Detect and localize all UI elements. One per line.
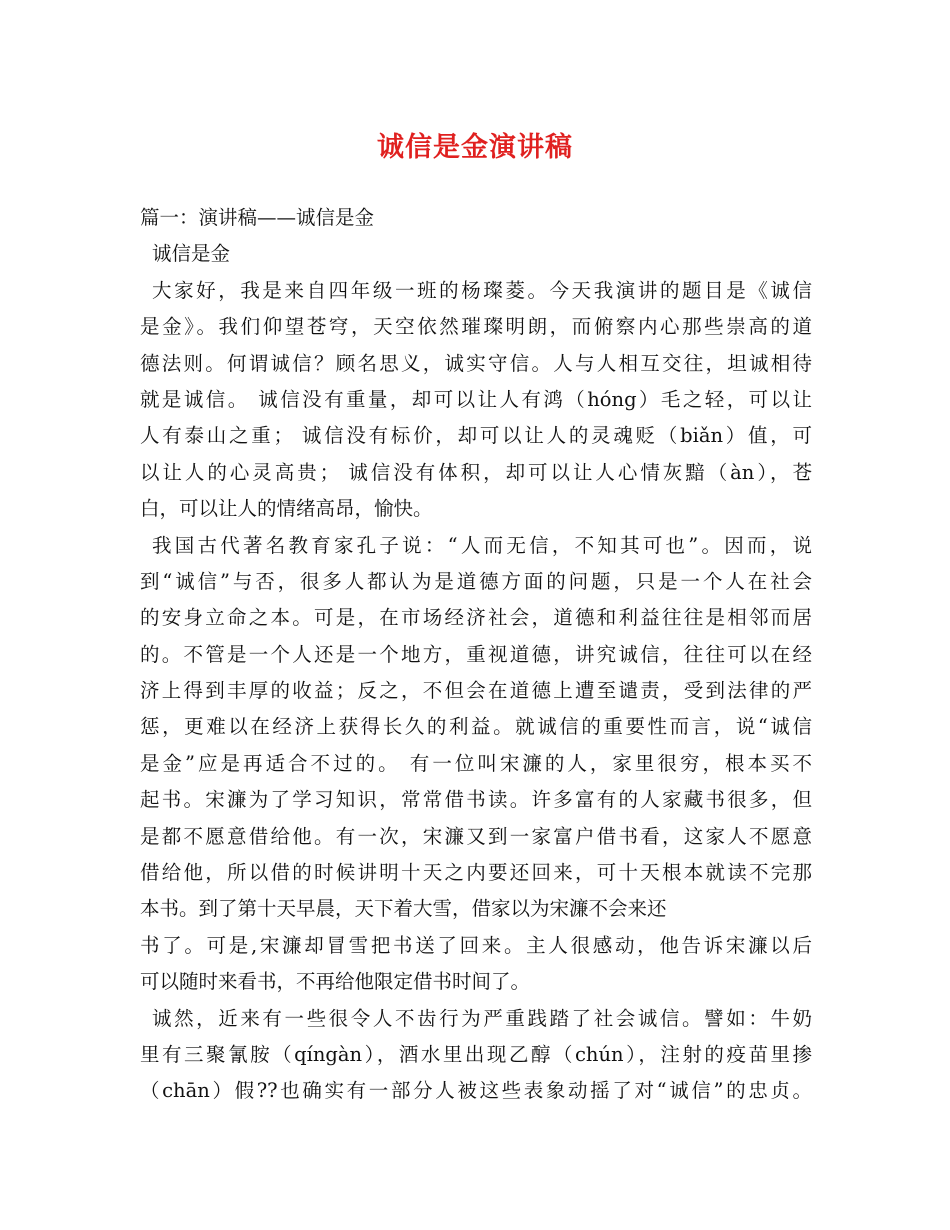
document-title: 诚信是金演讲稿	[377, 132, 573, 163]
text-line: 诚然，近来有一些很令人不齿行为严重践踏了社会诚信。譬如：牛奶	[152, 1006, 812, 1030]
text-line: 篇一：演讲稿——诚信是金	[140, 206, 375, 229]
text-line: 济上得到丰厚的收益；反之，不但会在道德上遭至谴责，受到法律的严	[140, 679, 812, 703]
text-line: 人有泰山之重； 诚信没有标价，却可以让人的灵魂贬（biǎn）值，可	[140, 424, 812, 448]
text-line: 本书。到了第十天早晨，天下着大雪，借家以为宋濂不会来还	[140, 897, 667, 921]
text-line: 可以随时来看书，不再给他限定借书时间了。	[140, 970, 531, 994]
text-line: 是都不愿意借给他。有一次，宋濂又到一家富户借书看，这家人不愿意	[140, 824, 812, 848]
text-line: 德法则。何谓诚信？顾名思义，诚实守信。人与人相互交往，坦诚相待	[140, 351, 812, 375]
text-line: 我国古代著名教育家孔子说：“人而无信，不知其可也”。因而，说	[152, 533, 812, 557]
text-line: 惩，更难以在经济上获得长久的利益。就诚信的重要性而言，说“诚信	[140, 715, 812, 739]
text-line: 白，可以让人的情绪高昂，愉快。	[140, 497, 433, 521]
text-line: 借给他，所以借的时候讲明十天之内要还回来，可十天根本就读不完那	[140, 861, 812, 885]
text-line: 的安身立命之本。可是，在市场经济社会，道德和利益往往是相邻而居	[140, 606, 812, 630]
text-line: 里有三聚氰胺（qíngàn），酒水里出现乙醇（chún），注射的疫苗里掺	[140, 1042, 812, 1066]
text-line: 起书。宋濂为了学习知识，常常借书读。许多富有的人家藏书很多，但	[140, 788, 812, 812]
text-line: 书了。可是,宋濂却冒雪把书送了回来。主人很感动，他告诉宋濂以后	[140, 933, 812, 957]
text-line: 的。不管是一个人还是一个地方，重视道德，讲究诚信，往往可以在经	[140, 642, 812, 666]
document-body	[140, 200, 812, 1110]
text-line: 是金》。我们仰望苍穹，天空依然璀璨明朗，而俯察内心那些崇高的道	[140, 315, 812, 339]
text-line: 以让人的心灵高贵； 诚信没有体积，却可以让人心情灰黯（àn），苍	[140, 460, 812, 484]
text-line: （chān）假??也确实有一部分人被这些表象动摇了对“诚信”的忠贞。	[140, 1079, 812, 1103]
text-line: 就是诚信。 诚信没有重量，却可以让人有鸿（hóng）毛之轻，可以让	[140, 387, 812, 411]
text-line: 大家好，我是来自四年级一班的杨璨菱。今天我演讲的题目是《诚信	[152, 278, 812, 302]
text-line: 诚信是金	[152, 242, 231, 266]
text-line: 到“诚信”与否，很多人都认为是道德方面的问题，只是一个人在社会	[140, 569, 812, 593]
text-line: 是金”应是再适合不过的。 有一位叫宋濂的人，家里很穷，根本买不	[140, 751, 812, 775]
